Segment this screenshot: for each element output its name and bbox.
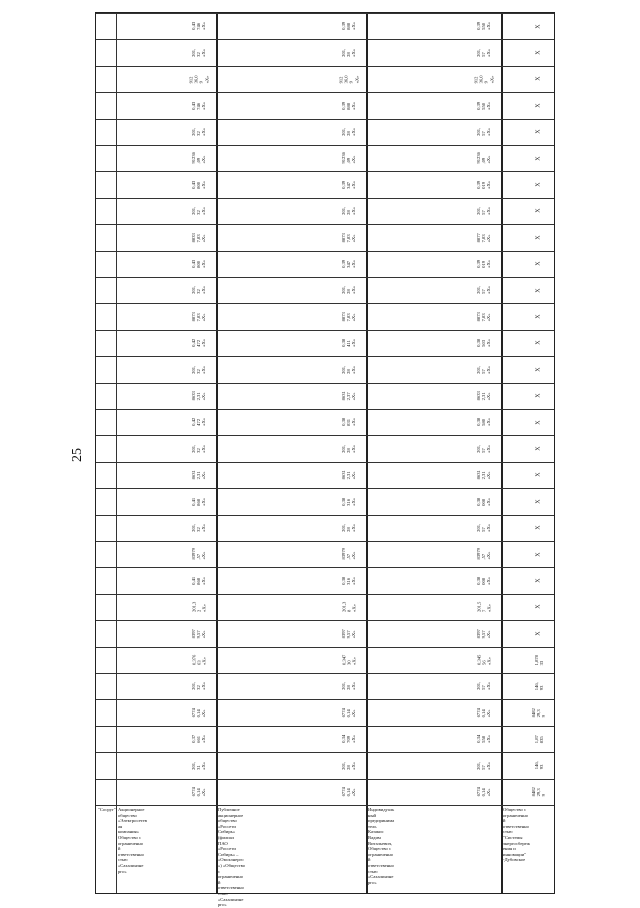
value-text: Х bbox=[535, 604, 542, 610]
value-cell bbox=[471, 119, 497, 145]
value-text: 8631 2,31 «Х» bbox=[341, 470, 357, 480]
value-cell bbox=[526, 356, 552, 382]
value-text: 6774 0,14 «Х» bbox=[341, 787, 357, 797]
value-text: 0,37 661 «Х» bbox=[191, 734, 207, 744]
value-cell bbox=[526, 251, 552, 277]
value-text: Х bbox=[535, 420, 542, 425]
value-cell bbox=[526, 752, 552, 778]
row-label: Акционерное общество «Электросетев ая компания» Общество с ограниченно й ответственно стью «Сахалинэне рго» bbox=[118, 807, 147, 874]
value-cell bbox=[336, 620, 362, 646]
value-cell bbox=[471, 356, 497, 382]
value-cell bbox=[526, 92, 552, 118]
value-cell bbox=[471, 620, 497, 646]
value-cell bbox=[336, 224, 362, 250]
value-text: 201, 32 «Х» bbox=[191, 127, 207, 136]
value-cell bbox=[186, 726, 212, 752]
value-text: 201, 57 «Х» bbox=[476, 365, 492, 374]
value-cell bbox=[336, 145, 362, 171]
value-text: 0,39 888 «Х» bbox=[341, 22, 357, 31]
value-cell bbox=[336, 647, 362, 673]
value-text: 201, 28 «Х» bbox=[341, 365, 357, 374]
value-cell bbox=[186, 13, 212, 39]
value-cell bbox=[186, 277, 212, 303]
value-text: 0,38 316 «Х» bbox=[341, 497, 357, 506]
value-text: 201, 57 «Х» bbox=[476, 682, 492, 691]
value-text: 0,347 30 «Х» bbox=[341, 654, 357, 665]
value-cell bbox=[471, 13, 497, 39]
value-text: 8633 2,31 «Х» bbox=[476, 391, 492, 401]
value-text: 0,42 472 «Х» bbox=[191, 418, 207, 427]
value-cell bbox=[186, 145, 212, 171]
value-text: 8873 7,83 «Х» bbox=[476, 311, 492, 322]
row-label: "Сосруг" bbox=[98, 807, 116, 812]
value-cell bbox=[336, 171, 362, 197]
value-text: 912 36,0 9 «Х» bbox=[188, 74, 210, 84]
value-text: 0,39 550 «Х» bbox=[476, 22, 492, 31]
value-text: Х bbox=[535, 182, 542, 187]
value-cell bbox=[186, 356, 212, 382]
column-divider bbox=[96, 805, 554, 806]
value-cell bbox=[186, 119, 212, 145]
value-text: Х bbox=[535, 552, 542, 557]
value-cell bbox=[526, 119, 552, 145]
value-text: 8482 29,3 9 bbox=[531, 707, 547, 718]
value-text: Х bbox=[535, 235, 542, 240]
value-cell bbox=[336, 251, 362, 277]
value-text: 201, 32 «Х» bbox=[191, 206, 207, 216]
value-text: 201, 57 «Х» bbox=[476, 286, 492, 295]
value-text: 201, 32 «Х» bbox=[191, 286, 207, 295]
value-text: 201, 32 «Х» bbox=[191, 48, 207, 57]
value-cell bbox=[526, 277, 552, 303]
value-text: 0,38 316 «Х» bbox=[341, 576, 357, 585]
value-text: 0,43 800 «Х» bbox=[191, 180, 207, 189]
value-cell bbox=[186, 515, 212, 541]
value-cell bbox=[336, 567, 362, 593]
value-cell bbox=[526, 171, 552, 197]
value-text: 201, 31 «Х» bbox=[191, 761, 207, 770]
value-cell bbox=[526, 541, 552, 567]
value-text: 6774 0,14 «Х» bbox=[476, 707, 492, 718]
value-cell bbox=[471, 277, 497, 303]
row-label: Публичное акционерное общество «Россети Сибирь» (филиал ПАО «Россети Сибирь» – «Омскэнерго ») «Общество с ограниченно й ответственно стью «Сахалинэне рго» bbox=[218, 807, 246, 908]
value-text: 91236 ,09 «Х» bbox=[476, 152, 492, 164]
value-text: 201, 57 «Х» bbox=[476, 127, 492, 136]
value-text: 0,345 56 «Х» bbox=[476, 654, 492, 665]
value-cell bbox=[186, 330, 212, 356]
value-cell bbox=[526, 673, 552, 699]
value-cell bbox=[186, 303, 212, 329]
value-text: 201, 32 «Х» bbox=[191, 682, 207, 691]
value-text: Х bbox=[535, 208, 542, 214]
value-text: 8633 2,31 «Х» bbox=[191, 391, 207, 401]
value-cell bbox=[186, 541, 212, 567]
value-text: 91236 ,09 «Х» bbox=[341, 152, 357, 164]
value-cell bbox=[186, 92, 212, 118]
value-text: 8397 9,57 «Х» bbox=[476, 628, 492, 638]
value-text: 0,38 411 «Х» bbox=[341, 338, 357, 348]
value-cell bbox=[471, 699, 497, 725]
value-cell bbox=[471, 303, 497, 329]
value-text: 8833 7,83 «Х» bbox=[191, 232, 207, 242]
value-text: 8631 2,37 «Х» bbox=[341, 391, 357, 401]
value-cell bbox=[471, 224, 497, 250]
value-text: 8631 2,31 «Х» bbox=[191, 470, 207, 480]
value-cell bbox=[336, 435, 362, 461]
value-cell bbox=[336, 330, 362, 356]
value-cell bbox=[336, 752, 362, 778]
value-cell bbox=[526, 567, 552, 593]
value-cell bbox=[336, 594, 362, 620]
value-cell bbox=[336, 277, 362, 303]
value-text: 201, 57 «Х» bbox=[476, 761, 492, 770]
value-cell bbox=[186, 647, 212, 673]
value-cell bbox=[336, 119, 362, 145]
value-text: 83979 ,57 «Х» bbox=[341, 548, 357, 560]
value-text: 91236 ,09 «Х» bbox=[191, 152, 207, 164]
value-cell bbox=[471, 488, 497, 514]
value-cell bbox=[186, 39, 212, 65]
value-text: Х bbox=[535, 156, 542, 161]
value-text: 8397 9,57 «Х» bbox=[191, 628, 207, 638]
value-text: Х bbox=[535, 261, 542, 266]
value-text: 8482 29,3 9 bbox=[531, 787, 547, 797]
value-cell bbox=[336, 541, 362, 567]
value-cell bbox=[336, 13, 362, 39]
value-text: 201,3 2 «Х» bbox=[191, 601, 207, 613]
value-cell bbox=[471, 66, 497, 92]
value-cell bbox=[471, 752, 497, 778]
value-text: Х bbox=[535, 50, 542, 55]
value-text: 201, 57 «Х» bbox=[476, 206, 492, 216]
value-text: Х bbox=[535, 24, 542, 29]
value-text: 0,41 868 «Х» bbox=[191, 576, 207, 585]
value-text: Х bbox=[535, 288, 542, 293]
value-cell bbox=[186, 699, 212, 725]
value-text: 201, 57 «Х» bbox=[476, 523, 492, 532]
value-text: 201, 32 «Х» bbox=[191, 365, 207, 374]
value-text: 201,5 7 «Х» bbox=[476, 601, 492, 613]
value-cell bbox=[471, 171, 497, 197]
value-text: Х bbox=[535, 367, 542, 372]
value-cell bbox=[526, 779, 552, 805]
value-cell bbox=[336, 409, 362, 435]
value-cell bbox=[526, 66, 552, 92]
value-text: 0,376 63 «Х» bbox=[191, 654, 207, 665]
value-cell bbox=[471, 515, 497, 541]
value-cell bbox=[336, 356, 362, 382]
value-text: 201, 57 «Х» bbox=[476, 444, 492, 453]
value-text: 0,42 472 «Х» bbox=[191, 338, 207, 348]
value-text: 0,41 868 «Х» bbox=[191, 497, 207, 506]
value-cell bbox=[526, 145, 552, 171]
value-cell bbox=[186, 435, 212, 461]
value-cell bbox=[471, 673, 497, 699]
value-text: 0,38 831 «Х» bbox=[341, 418, 357, 427]
value-cell bbox=[336, 699, 362, 725]
value-text: 0,43 746 «Х» bbox=[191, 22, 207, 31]
value-text: 201, 32 «Х» bbox=[191, 444, 207, 453]
value-text: 201, 28 «Х» bbox=[341, 682, 357, 691]
value-cell bbox=[471, 145, 497, 171]
value-text: 0,39 888 «Х» bbox=[341, 101, 357, 110]
value-text: 0,39 347 «Х» bbox=[341, 259, 357, 268]
value-text: 201, 28 «Х» bbox=[341, 48, 357, 57]
value-cell bbox=[526, 435, 552, 461]
value-text: 8397 9,57 «Х» bbox=[341, 628, 357, 638]
value-text: 201,3 8 «Х» bbox=[341, 601, 357, 613]
value-cell bbox=[526, 647, 552, 673]
value-text: Х bbox=[535, 472, 542, 478]
value-cell bbox=[471, 409, 497, 435]
value-text: 6774 0,14 «Х» bbox=[191, 787, 207, 797]
value-cell bbox=[336, 92, 362, 118]
value-text: 201, 28 «Х» bbox=[341, 286, 357, 295]
value-text: 0,43 800 «Х» bbox=[191, 259, 207, 268]
value-cell bbox=[186, 224, 212, 250]
value-text: 0,39 347 «Х» bbox=[341, 180, 357, 189]
value-text: 0,39 550 «Х» bbox=[476, 101, 492, 110]
value-text: 1,878 33 bbox=[533, 654, 544, 665]
value-text: 146, 93 bbox=[533, 761, 544, 770]
value-cell bbox=[186, 620, 212, 646]
value-text: Х bbox=[535, 76, 542, 82]
value-text: 0,34 558 «Х» bbox=[476, 734, 492, 744]
value-cell bbox=[186, 171, 212, 197]
value-text: 201, 28 «Х» bbox=[341, 523, 357, 532]
value-cell bbox=[186, 462, 212, 488]
value-text: 0,39 019 «Х» bbox=[476, 180, 492, 189]
value-cell bbox=[186, 198, 212, 224]
value-text: Х bbox=[535, 103, 542, 108]
value-cell bbox=[526, 462, 552, 488]
value-cell bbox=[336, 303, 362, 329]
value-cell bbox=[186, 383, 212, 409]
value-cell bbox=[526, 726, 552, 752]
value-cell bbox=[471, 462, 497, 488]
value-text: Х bbox=[535, 340, 542, 346]
value-cell bbox=[336, 198, 362, 224]
value-cell bbox=[471, 330, 497, 356]
value-cell bbox=[186, 594, 212, 620]
value-cell bbox=[526, 330, 552, 356]
value-cell bbox=[526, 620, 552, 646]
value-cell bbox=[526, 488, 552, 514]
row-label: Общество с ограниченно й ответственно стью "Системы энергосбереж ения и инновации" -Дубовское bbox=[503, 807, 530, 863]
value-text: Х bbox=[535, 446, 542, 451]
value-cell bbox=[336, 39, 362, 65]
value-text: 8873 7,83 «Х» bbox=[341, 232, 357, 242]
value-cell bbox=[471, 541, 497, 567]
value-cell bbox=[336, 673, 362, 699]
value-text: 0,38 503 «Х» bbox=[476, 338, 492, 348]
value-cell bbox=[186, 779, 212, 805]
value-cell bbox=[471, 647, 497, 673]
value-cell bbox=[471, 594, 497, 620]
value-cell bbox=[186, 409, 212, 435]
value-cell bbox=[471, 383, 497, 409]
value-text: 1,87 835 bbox=[533, 734, 544, 744]
value-text: 0,34 709 «Х» bbox=[341, 734, 357, 744]
value-text: Х bbox=[535, 631, 542, 636]
value-text: 0,43 746 «Х» bbox=[191, 101, 207, 110]
row-label: Индивидуаль ный предпринима тель Казакис Вадим Витальевич, Общество с ограниченно й ответственно стью «Сахалинэне рго» bbox=[368, 807, 395, 885]
value-text: 8631 2,31 «Х» bbox=[476, 470, 492, 480]
value-cell bbox=[471, 726, 497, 752]
value-cell bbox=[186, 567, 212, 593]
value-cell bbox=[336, 66, 362, 92]
value-cell bbox=[471, 198, 497, 224]
value-cell bbox=[336, 488, 362, 514]
value-cell bbox=[336, 515, 362, 541]
value-text: 201, 28 «Х» bbox=[341, 444, 357, 453]
value-text: 8873 7,83 «Х» bbox=[191, 311, 207, 322]
value-text: 83979 ,57 «Х» bbox=[476, 548, 492, 560]
value-text: 8873 7,83 «Х» bbox=[341, 311, 357, 322]
value-cell bbox=[471, 39, 497, 65]
value-cell bbox=[471, 251, 497, 277]
value-cell bbox=[186, 488, 212, 514]
value-text: 0,38 008 «Х» bbox=[476, 497, 492, 506]
value-cell bbox=[526, 594, 552, 620]
value-text: 201, 28 «Х» bbox=[341, 206, 357, 216]
value-text: 201, 32 «Х» bbox=[191, 523, 207, 532]
value-cell bbox=[526, 515, 552, 541]
value-cell bbox=[186, 673, 212, 699]
value-text: 201, 57 «Х» bbox=[476, 48, 492, 57]
tariff-table bbox=[95, 12, 555, 908]
value-text: 146, 93 bbox=[533, 682, 544, 691]
value-text: 6774 0,14 «Х» bbox=[191, 707, 207, 718]
value-text: Х bbox=[535, 393, 542, 398]
value-text: 201, 28 «Х» bbox=[341, 127, 357, 136]
value-cell bbox=[186, 66, 212, 92]
value-cell bbox=[526, 409, 552, 435]
value-cell bbox=[526, 383, 552, 409]
value-text: 201, 28 «Х» bbox=[341, 761, 357, 770]
value-text: 0,39 019 «Х» bbox=[476, 259, 492, 268]
value-text: Х bbox=[535, 578, 542, 583]
value-cell bbox=[526, 224, 552, 250]
value-cell bbox=[336, 726, 362, 752]
value-text: 83979 ,57 «Х» bbox=[191, 548, 207, 560]
page-number: 25 bbox=[70, 448, 85, 462]
value-cell bbox=[471, 779, 497, 805]
value-cell bbox=[471, 435, 497, 461]
value-text: Х bbox=[535, 314, 542, 319]
value-text: Х bbox=[535, 129, 542, 134]
value-text: 8877 7,83 «Х» bbox=[476, 232, 492, 242]
value-cell bbox=[471, 567, 497, 593]
value-cell bbox=[186, 752, 212, 778]
value-cell bbox=[526, 198, 552, 224]
value-cell bbox=[336, 383, 362, 409]
value-cell bbox=[526, 39, 552, 65]
value-text: 6774 0,14 «Х» bbox=[476, 787, 492, 797]
value-text: Х bbox=[535, 499, 542, 504]
value-text: 0,38 008 «Х» bbox=[476, 576, 492, 585]
value-text: 912 36,0 9 «Х» bbox=[338, 74, 360, 84]
value-cell bbox=[526, 303, 552, 329]
value-cell bbox=[336, 779, 362, 805]
value-cell bbox=[526, 699, 552, 725]
value-text: 0,38 580 «Х» bbox=[476, 418, 492, 427]
value-text: 912 36,0 9 «Х» bbox=[473, 74, 495, 84]
value-text: Х bbox=[535, 525, 542, 530]
value-cell bbox=[471, 92, 497, 118]
value-cell bbox=[526, 13, 552, 39]
value-cell bbox=[186, 251, 212, 277]
value-cell bbox=[336, 462, 362, 488]
value-text: 6774 0,14 «Х» bbox=[341, 707, 357, 718]
